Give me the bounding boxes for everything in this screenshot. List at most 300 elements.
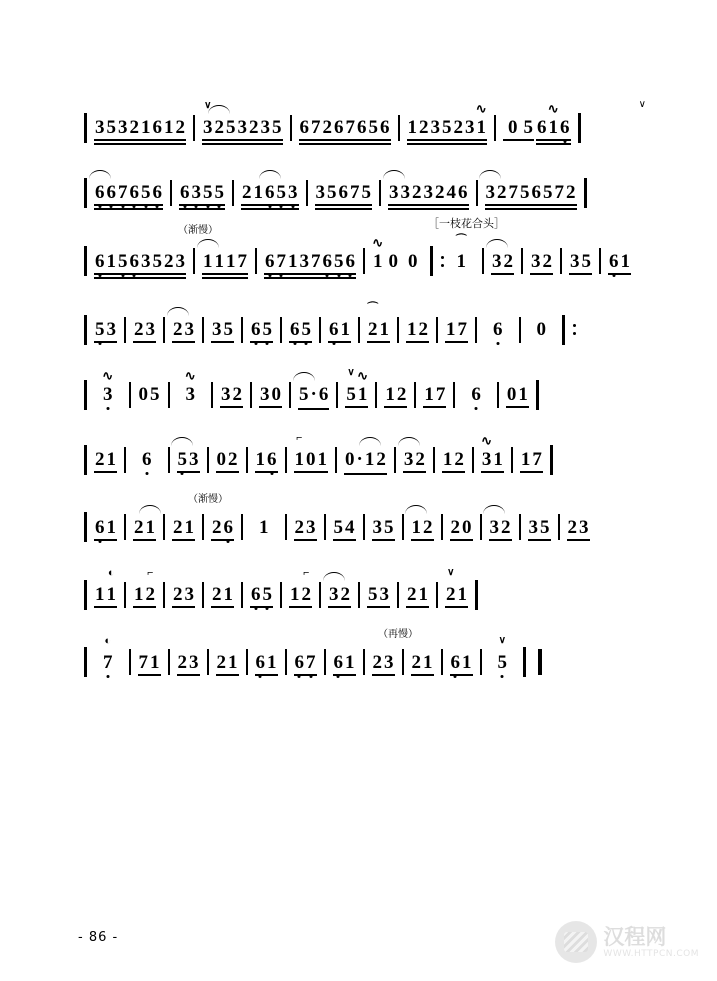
note: 1 [364, 450, 376, 469]
note: 6 [318, 383, 329, 405]
barline [306, 180, 308, 206]
score-system-8 [78, 562, 638, 627]
note: 3 [328, 585, 340, 604]
note: 3 [465, 117, 475, 138]
slur-icon [383, 170, 405, 179]
bow-mark-icon: ∨ [347, 367, 355, 378]
note: 1 [520, 449, 531, 470]
barline [124, 317, 126, 343]
note-group [172, 585, 195, 604]
note: 7 [508, 182, 518, 203]
note: 3 [237, 117, 247, 138]
slur-icon [259, 170, 281, 179]
note: 5 [334, 250, 344, 272]
note: 2 [228, 449, 238, 470]
note-group [462, 385, 490, 404]
note: 5 [95, 319, 105, 340]
note-group [407, 101, 488, 138]
note-group [448, 233, 476, 272]
note: 2 ∨ [446, 567, 456, 605]
note: 3 [175, 250, 185, 272]
barline [599, 248, 601, 274]
note: 1 [253, 182, 263, 203]
note: 5 [333, 516, 343, 538]
note: 2 [173, 516, 183, 538]
note-group [298, 384, 329, 406]
score-system-2 [78, 160, 638, 225]
barline [397, 317, 399, 343]
barline [202, 582, 204, 608]
note: 5 [141, 182, 151, 203]
note: 1 [150, 651, 160, 673]
note: 5 [272, 117, 282, 138]
note: 2 [411, 651, 421, 673]
barline [363, 248, 365, 274]
note: 2 [453, 117, 463, 138]
note: 3 [141, 250, 151, 272]
note: 6 [95, 516, 105, 538]
note-group [211, 518, 234, 537]
note: 6 [94, 183, 106, 202]
note-group [138, 653, 161, 672]
note: 2 [372, 651, 382, 673]
note-group [289, 320, 312, 339]
trill-icon: ∿ [102, 368, 114, 383]
slur-icon [483, 505, 505, 514]
note: 1 [407, 319, 417, 340]
barline [84, 512, 87, 542]
barline [319, 582, 321, 608]
note-group [503, 118, 534, 137]
note: 5 ∨ [489, 653, 517, 672]
note: 6 [267, 449, 277, 470]
rest: 0 [536, 319, 546, 340]
rest: 0 [271, 384, 281, 405]
note-group [491, 252, 514, 271]
rest: 0 [306, 449, 316, 470]
note: 2 [415, 449, 425, 470]
score-system-5 [78, 362, 638, 427]
barline [519, 514, 521, 540]
note: 2 [340, 584, 350, 605]
barline [280, 582, 282, 608]
note: 2 [566, 182, 576, 203]
slur-icon [479, 170, 501, 179]
note: 1 [145, 518, 157, 537]
barline [84, 647, 87, 677]
augmentation-dot: · [310, 383, 317, 405]
note: 2 [172, 320, 184, 339]
note-group [489, 634, 517, 673]
note: 6 [380, 117, 390, 138]
note-group [485, 183, 577, 202]
barline [232, 180, 234, 206]
barline [285, 649, 287, 675]
barline [84, 380, 87, 410]
note: 1 [184, 516, 194, 538]
note: 3 ∿ [94, 385, 122, 404]
barline [170, 180, 172, 206]
note: 7 [350, 182, 360, 203]
note-group [345, 367, 369, 405]
note: 2 [435, 182, 445, 203]
note: 2 [503, 250, 513, 272]
note: 7 [435, 384, 446, 405]
note: 1 [620, 250, 630, 272]
note: 2 [232, 384, 242, 405]
note: 1 [226, 250, 236, 272]
note: 3 [315, 182, 325, 203]
slur-icon [208, 105, 230, 114]
note-group [367, 585, 390, 604]
note-group [177, 450, 200, 469]
note-group [294, 653, 317, 672]
barline [168, 382, 170, 408]
barline [280, 317, 282, 343]
note-group [328, 320, 351, 339]
barline [241, 317, 243, 343]
note-group [506, 385, 529, 404]
slur-icon [89, 170, 111, 179]
barline [578, 113, 581, 143]
note: 3 [579, 516, 589, 538]
trill-icon: ∿ [184, 368, 196, 383]
note: 3 [372, 516, 382, 538]
note: 6 [290, 319, 300, 340]
note: 2 [542, 250, 552, 272]
slur-icon [167, 307, 189, 316]
note: 6 [223, 516, 233, 538]
note-group [481, 433, 504, 470]
barline [324, 514, 326, 540]
note: 2 [419, 117, 429, 138]
note: 2 [212, 516, 222, 538]
note: 5 [203, 182, 213, 203]
note-group [255, 653, 278, 672]
note: 2 [454, 449, 464, 470]
barline [193, 115, 195, 141]
note: 2 [322, 117, 332, 138]
note: 1 [106, 516, 116, 538]
rest: 0 [506, 384, 517, 405]
note: 1 [379, 319, 389, 340]
note-group [294, 518, 317, 537]
barline [550, 445, 553, 475]
note-group [569, 252, 592, 271]
note: 1 [95, 584, 105, 605]
note: 3 [384, 651, 394, 673]
rest: 0 [388, 250, 398, 272]
note: 5 [442, 117, 452, 138]
note-group [216, 450, 239, 469]
note: 6 [95, 250, 105, 272]
slur-icon [405, 505, 427, 514]
note: 6 [180, 182, 190, 203]
slur-icon [359, 437, 381, 446]
note-group [250, 320, 273, 339]
note: 3 [489, 518, 501, 537]
note: 2 ⌒ [367, 302, 379, 340]
barline [436, 317, 438, 343]
score-body [78, 95, 646, 697]
note: 3 ∨ [203, 100, 213, 138]
note-group [372, 653, 395, 672]
note: 3 [299, 250, 309, 272]
note-group [450, 653, 473, 672]
note-group [259, 385, 282, 404]
barline [475, 317, 477, 343]
note: 7 [237, 250, 247, 272]
note: 2 ⌐ [301, 567, 311, 605]
note: 7 [532, 449, 542, 470]
barline [562, 315, 565, 345]
tempo-annotation-slow: （渐慢） [178, 225, 218, 236]
note-group [133, 320, 156, 339]
note: 7 [306, 651, 316, 673]
note: 6 [333, 651, 343, 673]
note: 6 [129, 250, 139, 272]
note: 6 [299, 117, 309, 138]
note-group [241, 183, 299, 202]
barline [358, 317, 360, 343]
note: 2 [173, 584, 183, 605]
note: 2 [175, 117, 185, 138]
note-group [177, 368, 205, 405]
note-group [94, 183, 163, 202]
barline [472, 447, 474, 473]
note: 2 [249, 117, 259, 138]
note: 3 [388, 183, 400, 202]
note: 5 [152, 250, 162, 272]
barline [511, 447, 513, 473]
note: 2 [450, 516, 460, 538]
note: 6 [255, 651, 265, 673]
barline [476, 180, 478, 206]
ornament-icon: ⌐ [147, 567, 154, 579]
note: 1 [288, 250, 298, 272]
note: 6 [251, 319, 261, 340]
tempo-annotation-slower: （再慢） [378, 629, 418, 640]
barline [379, 180, 381, 206]
score-system-1 [78, 95, 646, 160]
note: 5 [262, 319, 272, 340]
note: 5 [523, 117, 533, 138]
note: 1 [267, 651, 277, 673]
slur-icon [139, 505, 161, 514]
trill-icon: ∿ [547, 101, 559, 116]
note: 3 [288, 182, 298, 203]
note: 3 [184, 319, 194, 340]
bow-mark-icon: ∨ [204, 100, 212, 111]
note-group [528, 518, 551, 537]
barline [433, 447, 435, 473]
note: 6 [484, 320, 512, 339]
note: 3 [184, 584, 194, 605]
barline [255, 248, 257, 274]
barline [207, 447, 209, 473]
note-group [411, 518, 434, 537]
note: 4 [446, 182, 456, 203]
note: 5 [118, 250, 128, 272]
note: 7 [311, 117, 321, 138]
note-group [202, 252, 248, 271]
bow-mark-icon: ∨ [498, 634, 506, 646]
note: 5 [327, 182, 337, 203]
rest: 0 [345, 448, 355, 470]
note-group [536, 101, 571, 138]
note: 3 [528, 516, 538, 538]
note: 1 [442, 449, 453, 470]
barline [163, 514, 165, 540]
note-group [289, 567, 312, 605]
note: 2 [134, 319, 144, 340]
note: 2 ⌐ [145, 567, 155, 605]
section-label: ［一枝花合头］ [428, 217, 505, 230]
note: 1 [290, 584, 300, 605]
note: 1 [134, 584, 144, 605]
note-group [328, 585, 351, 604]
tempo-annotation-slow: （渐慢） [188, 494, 228, 505]
note: 6 [106, 182, 116, 203]
barline [84, 246, 87, 276]
barline [124, 447, 126, 473]
barline [241, 582, 243, 608]
note-group [172, 518, 195, 537]
note: 3 [260, 117, 270, 138]
note: 1 [411, 518, 423, 537]
note: 3 [189, 449, 199, 470]
note: 1 ⌐ [294, 432, 304, 470]
note-group [94, 320, 117, 339]
note: 6 [537, 117, 547, 138]
repeat-dots-icon [573, 319, 576, 341]
barline [319, 317, 321, 343]
note: 6 [133, 450, 161, 469]
note: 5 [384, 516, 394, 538]
note-group [530, 252, 553, 271]
note: 5 [150, 384, 160, 405]
note: 6 [531, 182, 541, 203]
rest: 0 [508, 117, 518, 138]
trill-icon: ∿ [357, 368, 369, 383]
note: 1 [106, 250, 116, 272]
note-group [411, 653, 434, 672]
note: 3 [423, 182, 433, 203]
note: 7 [554, 182, 564, 203]
barline [163, 317, 165, 343]
ornament-icon: ⌒ [367, 302, 379, 314]
barline [375, 382, 377, 408]
note: 3 [400, 182, 410, 203]
note: 1 [141, 117, 151, 138]
note: 2 [567, 516, 577, 538]
barline [397, 582, 399, 608]
note-group [388, 183, 469, 202]
barline [246, 447, 248, 473]
note: 3 [379, 584, 389, 605]
barline [202, 514, 204, 540]
note: 3 [403, 450, 415, 469]
note-group [489, 518, 512, 537]
note-group [94, 118, 186, 137]
note: 1 [493, 449, 503, 470]
barline [335, 447, 337, 473]
barline [560, 248, 562, 274]
note-group [255, 450, 278, 469]
note: 2 [177, 651, 187, 673]
note: 2 [129, 117, 139, 138]
note: 4 [345, 516, 355, 538]
note-group [94, 634, 122, 673]
ornament-icon: ⌐ [296, 432, 303, 444]
bow-mark-icon: ∨ [638, 99, 646, 110]
note-group [384, 385, 407, 404]
note: 2 [214, 118, 226, 137]
note-group [367, 302, 390, 340]
note: 5 [226, 117, 236, 138]
barline [430, 246, 433, 276]
note-group [94, 368, 122, 405]
note: 3 [189, 651, 199, 673]
note: 6 [322, 250, 332, 272]
note: 2 [216, 651, 226, 673]
trill-icon: ∿ [372, 234, 384, 250]
note: 5 [262, 584, 272, 605]
watermark [555, 921, 699, 963]
ornament-icon: ◐ [107, 567, 115, 579]
barline [168, 447, 170, 473]
note: 1 [228, 651, 238, 673]
watermark-title: 汉程网 [603, 924, 667, 949]
page-number: - 86 - [78, 930, 119, 945]
barline [241, 514, 243, 540]
note: 1 [424, 384, 434, 405]
note: 1 [317, 449, 327, 470]
rest: 0 [462, 516, 472, 538]
watermark-url: WWW.HTTPCN.COM [603, 948, 699, 959]
barline [363, 649, 365, 675]
note: 1 [407, 117, 417, 138]
watermark-logo-icon [555, 921, 597, 963]
note: 6 [251, 584, 261, 605]
barline [84, 113, 87, 143]
note: 7 [457, 319, 467, 340]
note: 5 [361, 182, 371, 203]
note: 1 [214, 250, 224, 272]
barline [402, 649, 404, 675]
note: 1 [106, 449, 116, 470]
note-group [423, 385, 446, 404]
barline [246, 649, 248, 675]
note-group [216, 653, 239, 672]
note: 1 [462, 651, 472, 673]
barline [84, 580, 87, 610]
note: 6 [357, 117, 367, 138]
repeat-dots-icon [441, 250, 444, 272]
barline [441, 649, 443, 675]
note: 1 ◐ [106, 567, 116, 605]
note: 2 [376, 448, 386, 470]
note: 3 [430, 117, 440, 138]
note-group [202, 100, 283, 138]
note-group [445, 320, 468, 339]
note: 7 [276, 250, 286, 272]
barline [494, 115, 496, 141]
barline [536, 380, 539, 410]
barline [521, 248, 523, 274]
note: 7 [138, 651, 148, 673]
score-system-7 [78, 492, 638, 562]
